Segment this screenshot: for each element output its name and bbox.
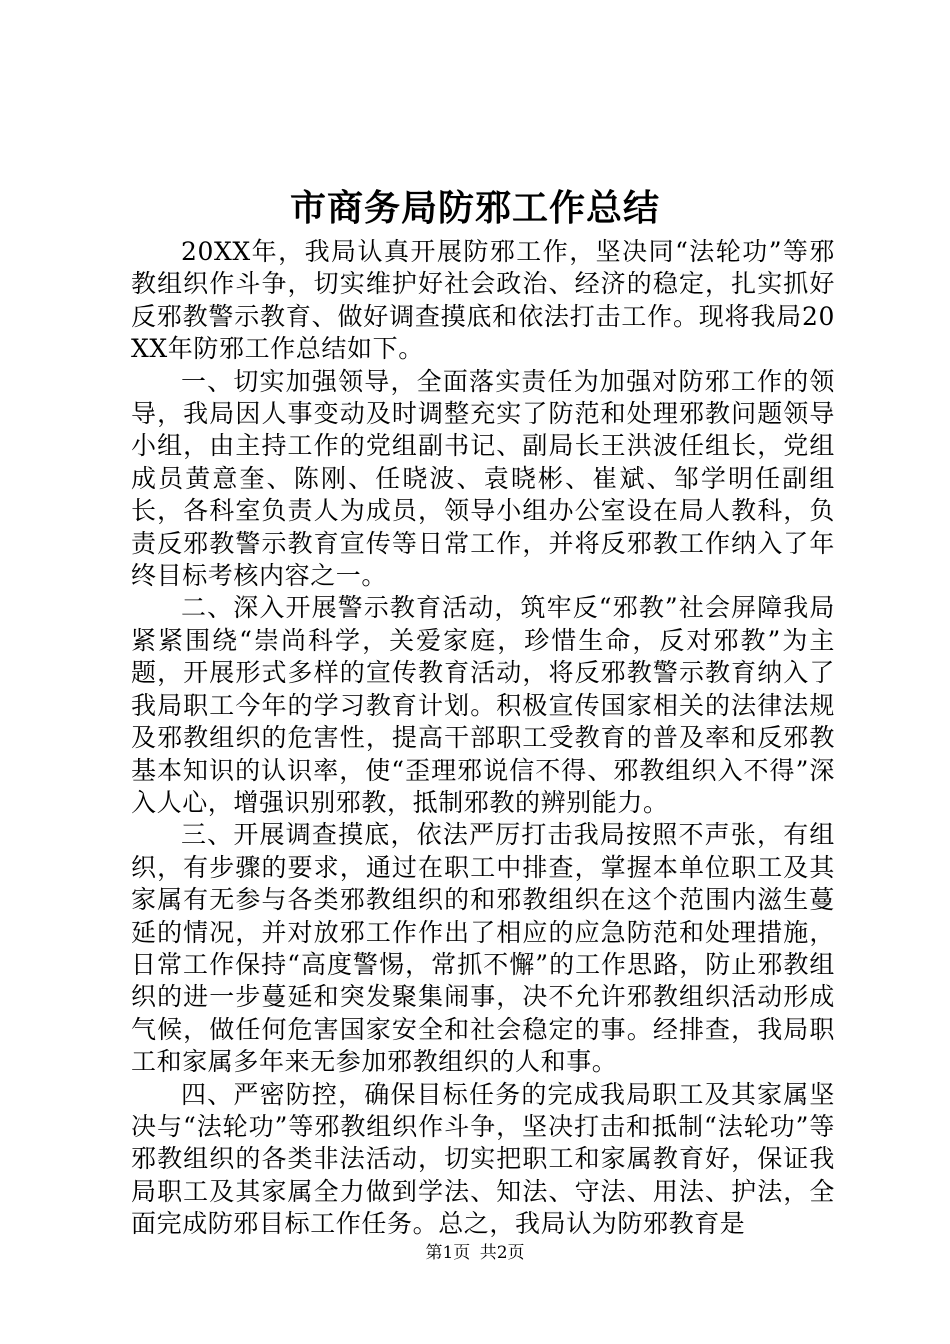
- paragraph-section-1: 一、切实加强领导，全面落实责任为加强对防邪工作的领导，我局因人事变动及时调整充实了防范和处理邪教问题领导小组，由主持工作的党组副书记、副局长王洪波任组长，党组成员黄意奎、陈刚、任晓波、袁晓彬、崔斌、邹学明任副组长，各科室负责人为成员，领导小组办公室设在局人教科，负责反邪教警示教育宣传等日常工作，并将反邪教工作纳入了年终目标考核内容之一。: [131, 366, 835, 591]
- paragraph-section-2: 二、深入开展警示教育活动，筑牢反“邪教”社会屏障我局紧紧围绕“崇尚科学，关爱家庭，珍惜生命，反对邪教”为主题，开展形式多样的宣传教育活动，将反邪教警示教育纳入了我局职工今年的学习教育计划。积极宣传国家相关的法律法规及邪教组织的危害性，提高干部职工受教育的普及率和反邪教基本知识的认识率，使“歪理邪说信不得、邪教组织入不得”深入人心，增强识别邪教，抵制邪教的辨别能力。: [131, 593, 835, 817]
- document-body: [131, 236, 835, 1241]
- document-title: 市商务局防邪工作总结: [289, 187, 660, 229]
- page-number: 第1页: [425, 1243, 471, 1263]
- page-footer: [0, 1242, 950, 1264]
- page-total: 共2页: [479, 1243, 525, 1263]
- paragraph-section-4: 四、严密防控，确保目标任务的完成我局职工及其家属坚决与“法轮功”等邪教组织作斗争，坚决打击和抵制“法轮功”等邪教组织的各类非法活动，切实把职工和家属教育好，保证我局职工及其家属全力做到学法、知法、守法、用法、护法，全面完成防邪目标工作任务。总之，我局认为防邪教育是: [131, 1079, 835, 1239]
- paragraph-section-3: 三、开展调查摸底，依法严厉打击我局按照不声张，有组织，有步骤的要求，通过在职工中排查，掌握本单位职工及其家属有无参与各类邪教组织的和邪教组织在这个范围内滋生蔓延的情况，并对放邪工作作出了相应的应急防范和处理措施，日常工作保持“高度警惕，常抓不懈”的工作思路，防止邪教组织的进一步蔓延和突发聚集闹事，决不允许邪教组织活动形成气候，做任何危害国家安全和社会稳定的事。经排查，我局职工和家属多年来无参加邪教组织的人和事。: [131, 820, 835, 1077]
- paragraph-intro: 20XX年，我局认真开展防邪工作，坚决同“法轮功”等邪教组织作斗争，切实维护好社会政治、经济的稳定，扎实抓好反邪教警示教育、做好调查摸底和依法打击工作。现将我局20XX年防邪工作总结如下。: [131, 237, 835, 364]
